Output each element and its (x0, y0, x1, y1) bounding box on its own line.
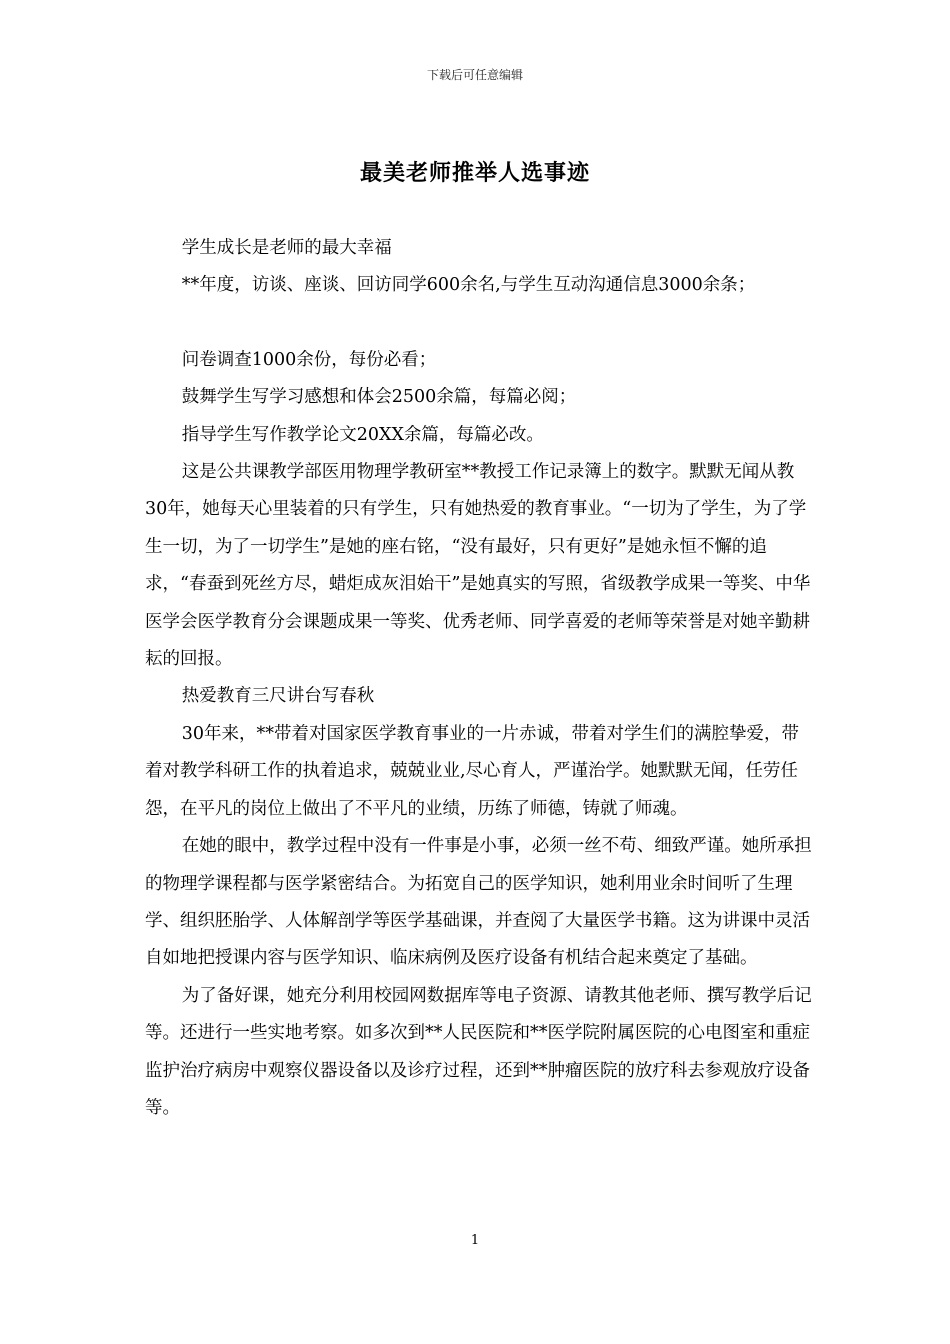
header-note: 下载后可任意编辑 (426, 68, 523, 82)
section-heading-1: 学生成长是老师的最大幸福 (181, 238, 392, 258)
paragraph-4: 指导学生写作教学论文20XX余篇，每篇必改。 (181, 424, 544, 445)
paragraph-8: 为了备好课，她充分利用校园网数据库等电子资源、请教其他老师、撰写教学后记等。还进行一些实地考察。如多次到**人民医院和**医学院附属医院的心电图室和重症监护治疗病房中观察仪器设备以及诊疗过程，还到**肿瘤医院的放疗科去参观放疗设备等。 (145, 985, 812, 1118)
page-number: 1 (470, 1233, 480, 1248)
document-body (145, 230, 813, 1127)
paragraph-2: 问卷调查1000余份，每份必看； (181, 349, 437, 370)
paragraph-6: 30年来，**带着对国家医学教育事业的一片赤诚，带着对学生们的满腔挚爱，带着对教学科研工作的执着追求，兢兢业业,尽心育人，严谨治学。她默默无闻，任劳任怨，在平凡的岗位上做出了不平凡的业绩，历练了师德，铸就了师魂。 (145, 723, 800, 819)
paragraph-3: 鼓舞学生写学习感想和体会2500余篇，每篇必阅； (181, 387, 577, 408)
paragraph-1: **年度，访谈、座谈、回访同学600余名,与学生互动沟通信息3000余条； (181, 275, 756, 296)
document-title: 最美老师推举人选事迹 (359, 160, 590, 186)
section-heading-2: 热爱教育三尺讲台写春秋 (181, 686, 375, 707)
paragraph-7: 在她的眼中，教学过程中没有一件事是小事，必须一丝不苟、细致严谨。她所承担的物理学课程都与医学紧密结合。为拓宽自己的医学知识，她利用业余时间听了生理学、组织胚胎学、人体解剖学等医学基础课，并查阅了大量医学书籍。这为讲课中灵活自如地把授课内容与医学知识、临床病例及医疗设备有机结合起来奠定了基础。 (145, 836, 812, 969)
paragraph-5: 这是公共课教学部医用物理学教研室**教授工作记录簿上的数字。默默无闻从教30年，她每天心里装着的只有学生，只有她热爱的教育事业。“一切为了学生，为了学生一切，为了一切学生”是她的座右铭，“没有最好，只有更好”是她永恒不懈的追求，“春蚕到死丝方尽，蜡炬成灰泪始干”是她真实的写照，省级教学成果一等奖、中华医学会医学教育分会课题成果一等奖、优秀老师、同学喜爱的老师等荣誉是对她辛勤耕耘的回报。 (145, 462, 811, 670)
